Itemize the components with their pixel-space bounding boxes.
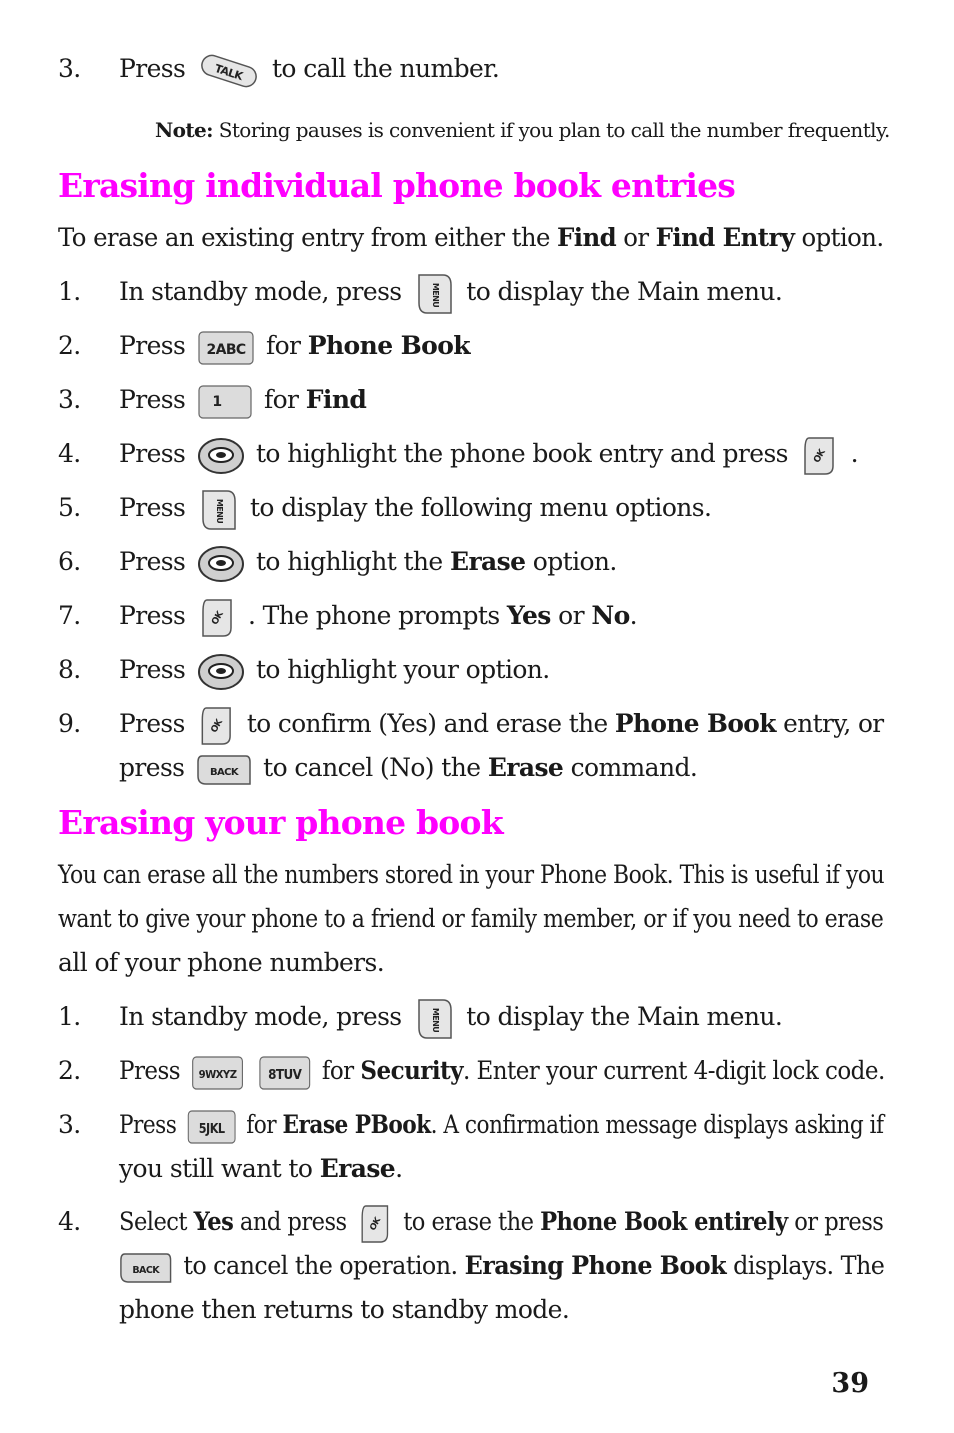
menu-key-icon (413, 996, 455, 1042)
key-8-tuv-icon (258, 1055, 311, 1091)
nav-key-icon (197, 652, 245, 692)
svg-text:MENU: MENU (214, 498, 224, 523)
talk-key-icon (197, 53, 261, 89)
svg-text:BACK: BACK (132, 1264, 160, 1276)
svg-text:TALK: TALK (212, 61, 244, 83)
svg-text:MENU: MENU (430, 1007, 440, 1032)
section-heading-erase-phonebook: Erasing your phone book (58, 803, 503, 842)
svg-text:OK: OK (368, 1215, 383, 1233)
manual-page: 3. Press TALK to call the number. Note: Storing pauses is convenient if you plan to call the number frequently. Erasing individual phone book entries To erase an existing entry from either the Find or Find Entry option. 1. In standby mode, press MENU to display the Main menu. 2. Press 2ABC for Phone Book 3. Press 1 for Find 4. Press to highlight the phone book entry and press OK . 5. Press MENU to display the following menu options. 6. Press to highlight the Erase option. 7. Press OK . The phone prompts Yes or No. 8. Press to highlight your option. 9. Press OK to confirm (Yes) and erase the Phone Book entry, or press BACK to cancel (No) the Erase command. Erasing your phone book You can erase all the numbers stored in your Phone Book. This is useful if you want to give your phone to a friend or family member, or if you need to erase all of your phone numbers. 1. In standby mode, press MENU to display the Main menu. 2. Press 9WXYZ 8TUV for Security. Enter your current 4-digit lock code. 3. Press 5JKL for Erase PBook. A confirmation message displays asking if you still want to Erase. 4. Select Yes and press OK to erase the Phone Book entirely or press BACK to cancel the operation. Erasing Phone Book displays. The phone then returns to standby mode. 39 (0, 0, 954, 1433)
key-1-icon (197, 384, 253, 420)
menu-key-icon (413, 271, 455, 317)
key-5-jkl-icon (186, 1109, 236, 1145)
note-label: Note: (155, 118, 213, 142)
svg-text:2ABC: 2ABC (206, 341, 246, 358)
back-key-icon (196, 752, 252, 788)
page-number: 39 (831, 1368, 869, 1399)
svg-text:OK: OK (209, 609, 226, 627)
svg-text:8TUV: 8TUV (268, 1066, 302, 1082)
svg-text:5JKL: 5JKL (198, 1120, 225, 1136)
key-2-abc-icon (197, 330, 255, 366)
svg-text:MENU: MENU (430, 282, 440, 307)
svg-text:9WXYZ: 9WXYZ (198, 1068, 237, 1081)
svg-text:BACK: BACK (209, 766, 238, 778)
svg-text:1: 1 (212, 393, 222, 410)
svg-text:OK: OK (209, 717, 225, 735)
nav-key-icon (197, 436, 245, 476)
ok-key-icon (357, 1202, 393, 1246)
nav-key-icon (197, 544, 245, 584)
menu-key-icon (197, 487, 239, 533)
ok-key-icon (799, 434, 839, 478)
svg-text:OK: OK (812, 447, 828, 465)
ok-key-icon (196, 704, 236, 748)
step-number: 3. (58, 54, 81, 83)
back-key-icon (119, 1250, 172, 1286)
ok-key-icon (197, 596, 237, 640)
section-heading-erase-entries: Erasing individual phone book entries (58, 166, 736, 205)
key-9-wxyz-icon (190, 1055, 243, 1091)
